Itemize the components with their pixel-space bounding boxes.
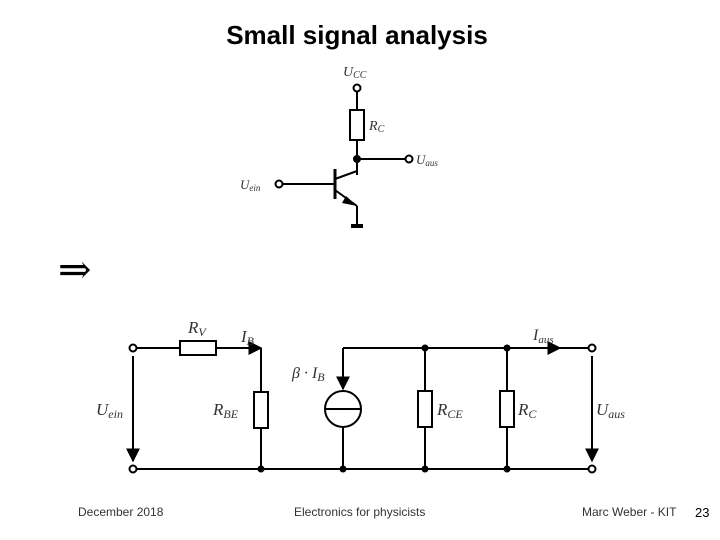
junction-dots	[258, 345, 511, 473]
uaus-label: Uaus	[596, 400, 625, 421]
slide-title: Small signal analysis	[226, 20, 488, 50]
input-terminal	[276, 181, 283, 188]
page-number: 23	[695, 505, 710, 520]
rc-top-label: RC	[369, 119, 385, 135]
rce-label: RCE	[437, 400, 463, 421]
rbe-resistor	[254, 392, 268, 428]
uein-label: Uein	[96, 400, 123, 421]
npn-transistor-icon	[335, 169, 357, 206]
implies-icon: ⇒	[58, 247, 92, 293]
rv-resistor	[180, 341, 216, 355]
footer-date: December 2018	[78, 505, 164, 519]
rc-label: RC	[518, 400, 537, 421]
rce-resistor	[418, 391, 432, 427]
footer-author: Marc Weber - KIT	[582, 505, 677, 519]
output-terminal	[406, 156, 413, 163]
beta-ib-label: β · IB	[292, 365, 325, 384]
ucc-terminal	[354, 85, 361, 92]
rc-resistor	[500, 391, 514, 427]
transistor-amplifier	[276, 85, 413, 227]
output-terminal-top	[589, 345, 596, 352]
input-terminal-top	[130, 345, 137, 352]
iaus-label: Iaus	[533, 327, 554, 346]
uaus-top-label: Uaus	[416, 152, 438, 168]
input-terminal-bottom	[130, 466, 137, 473]
ib-label: IB	[241, 327, 255, 348]
rbe-label: RBE	[213, 400, 239, 421]
collector-resistor	[350, 110, 364, 140]
footer-course: Electronics for physicists	[294, 505, 426, 519]
uein-top-label: Uein	[240, 177, 261, 193]
output-terminal-bottom	[589, 466, 596, 473]
current-source-icon	[325, 391, 361, 427]
ucc-label: UCC	[343, 65, 367, 81]
rv-label: RV	[188, 318, 206, 339]
